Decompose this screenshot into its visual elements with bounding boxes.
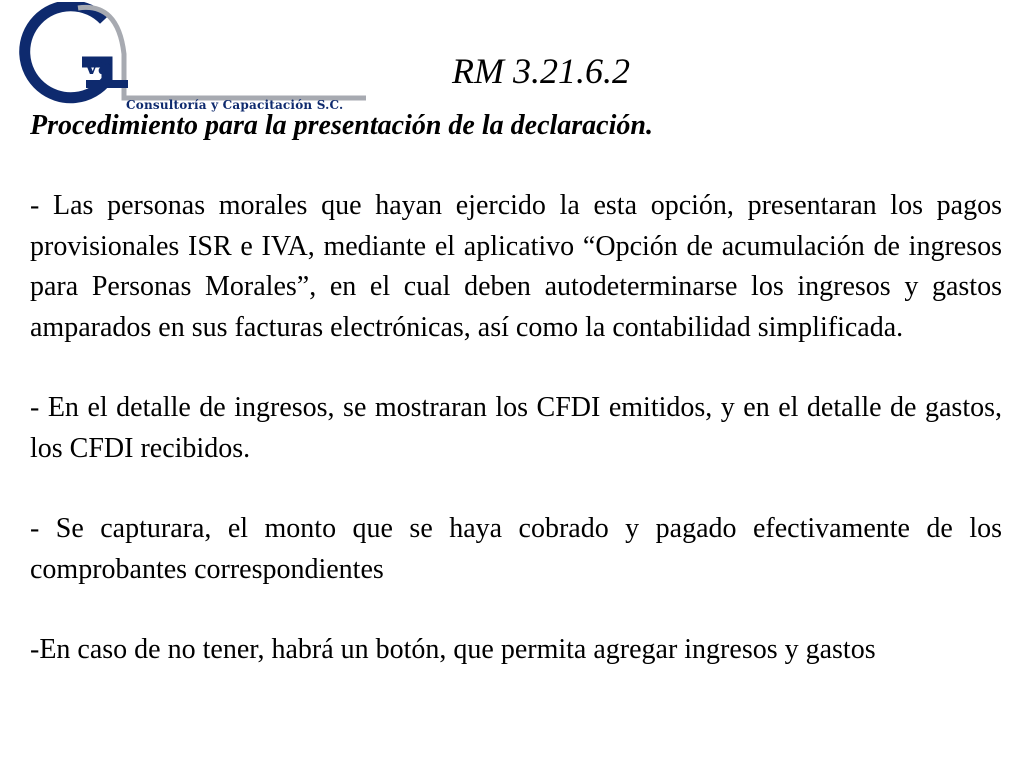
slide-subtitle: Procedimiento para la presentación de la declaración. [30,110,653,141]
slide-body [30,186,1002,671]
logo-caption: Consultoría y Capacitación S.C. [126,98,344,112]
paragraph-4: -En caso de no tener, habrá un botón, que permita agregar ingresos y gastos [30,634,876,665]
paragraph-1: - Las personas morales que hayan ejercido la esta opción, presentaran los pagos provisionales ISR e IVA, mediante el aplicativo “Opción de acumulación de ingresos para Personas Morales”, en el cual deben autodeterminarse los ingresos y gastos amparados en sus facturas electrónicas, así como la contabilidad simplificada. [30,190,1002,343]
paragraph-2: - En el detalle de ingresos, se mostraran los CFDI emitidos, y en el detalle de gastos, los CFDI recibidos. [30,392,1002,464]
paragraph-3: - Se capturara, el monto que se haya cobrado y pagado efectivamente de los comprobantes correspondientes [30,513,1002,585]
logo-letters: va [85,54,113,80]
slide-title: RM 3.21.6.2 [452,51,630,91]
